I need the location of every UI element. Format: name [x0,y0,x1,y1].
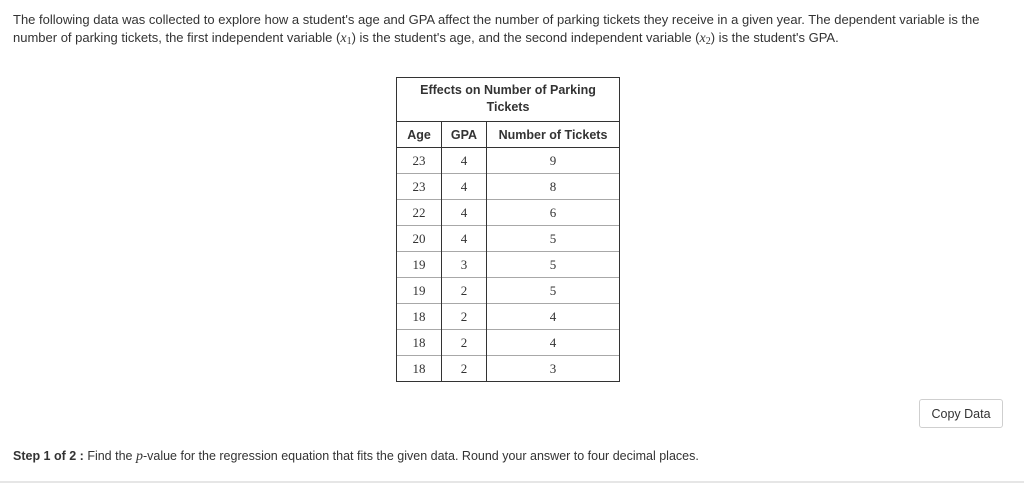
step-label: Step 1 of 2 : [13,449,84,463]
tickets-cell: 5 [487,278,620,304]
gpa-cell: 4 [442,226,487,252]
header-age: Age [397,122,442,148]
gpa-cell: 2 [442,304,487,330]
intro-text-2: ) is the student's age, and the second independent variable ( [351,30,700,45]
age-cell: 23 [397,148,442,174]
table-row [397,356,620,382]
table-row [397,330,620,356]
p-variable: p [135,449,143,464]
table-row [397,174,620,200]
tickets-cell: 5 [487,252,620,278]
table-row [397,252,620,278]
gpa-cell: 3 [442,252,487,278]
gpa-cell: 4 [442,148,487,174]
tickets-cell: 5 [487,226,620,252]
table-row [397,148,620,174]
table-row [397,226,620,252]
table-header-row [397,122,620,148]
intro-text-3: ) is the student's GPA. [710,30,839,45]
step-instruction [13,449,699,465]
bottom-divider [0,481,1024,483]
age-cell: 18 [397,330,442,356]
tickets-cell: 6 [487,200,620,226]
header-gpa: GPA [442,122,487,148]
gpa-cell: 4 [442,174,487,200]
table-row [397,278,620,304]
tickets-cell: 9 [487,148,620,174]
x2-variable: $x_2$ [699,31,711,47]
gpa-cell: 4 [442,200,487,226]
gpa-cell: 2 [442,278,487,304]
table-row [397,304,620,330]
copy-data-button[interactable]: Copy Data [919,399,1003,428]
intro-text-1: The following data was collected to explore how a student's age and GPA affect the number of parking tickets they receive in a given year. The dependent variable is the number of parking tickets, the first independent variable ( [13,12,980,45]
tickets-cell: 3 [487,356,620,382]
problem-statement [13,11,1013,51]
age-cell: 19 [397,278,442,304]
table-caption: Effects on Number of Parking Tickets [396,77,620,121]
gpa-cell: 2 [442,330,487,356]
x1-variable: $x_1$ [340,31,352,47]
age-cell: 20 [397,226,442,252]
step-text-1: Find the [83,449,136,463]
age-cell: 19 [397,252,442,278]
gpa-cell: 2 [442,356,487,382]
age-cell: 22 [397,200,442,226]
data-table [396,77,620,382]
age-cell: 23 [397,174,442,200]
table-row [397,200,620,226]
tickets-cell: 4 [487,330,620,356]
age-cell: 18 [397,356,442,382]
age-cell: 18 [397,304,442,330]
tickets-cell: 8 [487,174,620,200]
step-text-2: -value for the regression equation that fits the given data. Round your answer to four decimal places. [142,449,699,463]
header-tickets: Number of Tickets [487,122,620,148]
tickets-cell: 4 [487,304,620,330]
